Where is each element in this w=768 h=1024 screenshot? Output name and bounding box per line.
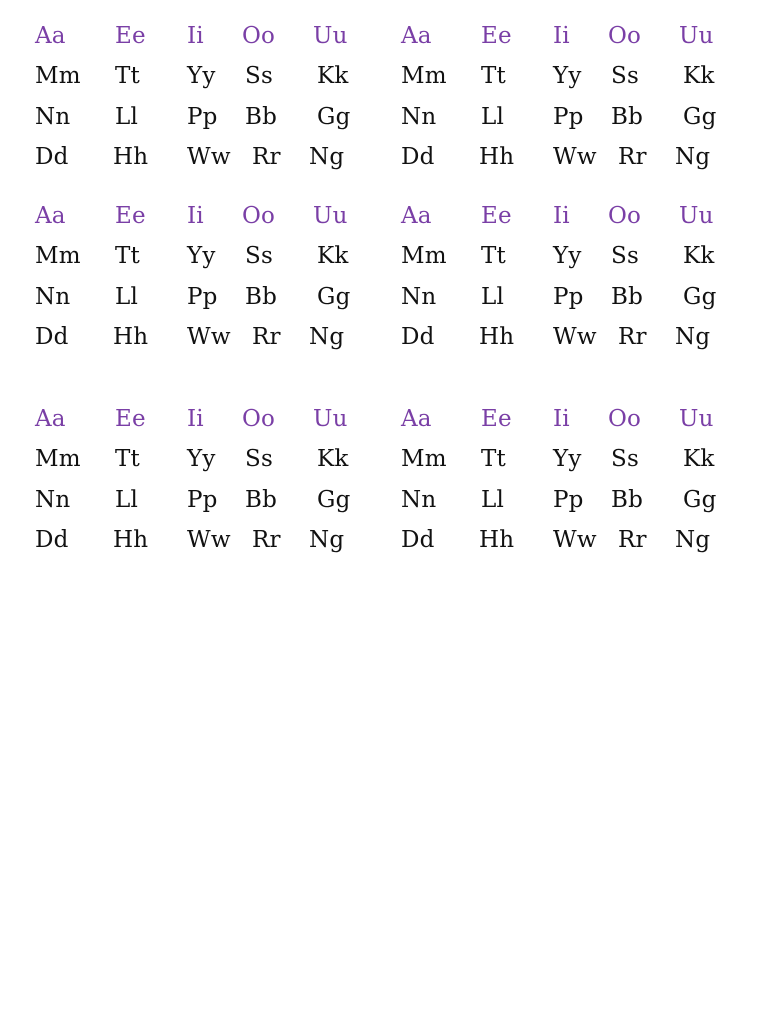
letter-cell: Ii	[553, 23, 570, 49]
letter-cell: Pp	[187, 104, 218, 130]
letter-cell: Ll	[481, 104, 505, 130]
consonant-row	[401, 317, 761, 357]
letter-cell: Ww	[187, 324, 231, 350]
letter-cell: Gg	[317, 487, 351, 513]
letter-cell: Aa	[401, 203, 432, 229]
letter-cell: Uu	[679, 23, 714, 49]
letter-cell: Oo	[608, 406, 642, 432]
letter-cell: Hh	[113, 144, 149, 170]
letter-cell: Dd	[35, 527, 69, 553]
consonant-row	[401, 277, 761, 317]
letter-cell: Ii	[553, 203, 570, 229]
letter-cell: Dd	[401, 527, 435, 553]
letter-cell: Ee	[481, 203, 512, 229]
consonant-row	[35, 56, 395, 96]
letter-cell: Ng	[309, 144, 345, 170]
letter-cell: Gg	[317, 104, 351, 130]
letter-cell: Ee	[115, 23, 146, 49]
letter-cell: Bb	[245, 487, 278, 513]
letter-cell: Ss	[245, 243, 273, 269]
letter-cell: Ee	[115, 203, 146, 229]
letter-cell: Pp	[187, 487, 218, 513]
letter-cell: Tt	[115, 63, 140, 89]
consonant-row	[35, 520, 395, 560]
letter-cell: Tt	[115, 446, 140, 472]
letter-cell: Ss	[245, 446, 273, 472]
letter-cell: Ii	[187, 203, 204, 229]
letter-cell: Kk	[683, 446, 715, 472]
consonant-row	[35, 137, 395, 177]
letter-chart-5	[35, 399, 395, 559]
letter-cell: Aa	[35, 203, 66, 229]
letter-cell: Rr	[618, 527, 647, 553]
letter-cell: Ee	[115, 406, 146, 432]
letter-cell: Aa	[401, 23, 432, 49]
consonant-row	[35, 236, 395, 276]
letter-cell: Bb	[245, 104, 278, 130]
consonant-row	[401, 137, 761, 177]
letter-cell: Dd	[401, 324, 435, 350]
letter-cell: Bb	[611, 104, 644, 130]
letter-cell: Gg	[317, 284, 351, 310]
letter-cell: Gg	[683, 284, 717, 310]
letter-cell: Hh	[113, 324, 149, 350]
letter-cell: Yy	[187, 446, 216, 472]
letter-cell: Uu	[679, 203, 714, 229]
letter-cell: Ee	[481, 23, 512, 49]
vowel-row	[35, 399, 395, 439]
letter-cell: Mm	[401, 243, 447, 269]
letter-cell: Ii	[187, 406, 204, 432]
consonant-row	[401, 236, 761, 276]
letter-cell: Ng	[309, 324, 345, 350]
letter-cell: Oo	[608, 23, 642, 49]
consonant-row	[35, 317, 395, 357]
letter-cell: Kk	[317, 63, 349, 89]
letter-cell: Dd	[35, 144, 69, 170]
letter-cell: Nn	[35, 104, 71, 130]
letter-cell: Ii	[553, 406, 570, 432]
letter-cell: Uu	[313, 23, 348, 49]
letter-chart-1	[35, 16, 395, 176]
letter-cell: Ss	[611, 243, 639, 269]
letter-cell: Ll	[115, 487, 139, 513]
letter-chart-6	[401, 399, 761, 559]
letter-cell: Oo	[608, 203, 642, 229]
letter-cell: Oo	[242, 203, 276, 229]
letter-cell: Nn	[401, 104, 437, 130]
vowel-row	[401, 399, 761, 439]
letter-cell: Uu	[679, 406, 714, 432]
letter-cell: Ee	[481, 406, 512, 432]
letter-cell: Nn	[35, 284, 71, 310]
letter-cell: Hh	[479, 144, 515, 170]
letter-cell: Pp	[553, 284, 584, 310]
letter-cell: Dd	[401, 144, 435, 170]
letter-cell: Rr	[252, 324, 281, 350]
letter-cell: Ll	[115, 284, 139, 310]
letter-cell: Kk	[317, 446, 349, 472]
consonant-row	[35, 277, 395, 317]
letter-cell: Uu	[313, 406, 348, 432]
letter-chart-3	[35, 196, 395, 356]
letter-cell: Oo	[242, 23, 276, 49]
consonant-row	[401, 520, 761, 560]
letter-cell: Pp	[553, 487, 584, 513]
letter-cell: Aa	[35, 23, 66, 49]
letter-cell: Mm	[35, 446, 81, 472]
letter-cell: Ll	[115, 104, 139, 130]
letter-cell: Tt	[481, 446, 506, 472]
letter-cell: Aa	[35, 406, 66, 432]
letter-cell: Mm	[35, 63, 81, 89]
letter-cell: Ll	[481, 487, 505, 513]
letter-cell: Tt	[481, 63, 506, 89]
letter-cell: Ll	[481, 284, 505, 310]
letter-cell: Gg	[683, 104, 717, 130]
letter-cell: Ss	[611, 63, 639, 89]
consonant-row	[35, 97, 395, 137]
letter-cell: Hh	[479, 527, 515, 553]
letter-cell: Kk	[317, 243, 349, 269]
vowel-row	[401, 16, 761, 56]
letter-cell: Hh	[113, 527, 149, 553]
letter-cell: Ng	[309, 527, 345, 553]
letter-cell: Aa	[401, 406, 432, 432]
letter-cell: Bb	[611, 284, 644, 310]
letter-cell: Ss	[245, 63, 273, 89]
letter-chart-4	[401, 196, 761, 356]
consonant-row	[401, 439, 761, 479]
letter-cell: Pp	[553, 104, 584, 130]
letter-cell: Mm	[401, 63, 447, 89]
letter-cell: Kk	[683, 243, 715, 269]
letter-cell: Ii	[187, 23, 204, 49]
letter-cell: Oo	[242, 406, 276, 432]
letter-cell: Ww	[553, 324, 597, 350]
letter-cell: Rr	[252, 527, 281, 553]
letter-cell: Bb	[611, 487, 644, 513]
letter-cell: Yy	[553, 243, 582, 269]
letter-cell: Hh	[479, 324, 515, 350]
letter-cell: Mm	[401, 446, 447, 472]
letter-cell: Gg	[683, 487, 717, 513]
letter-chart-2	[401, 16, 761, 176]
letter-cell: Ng	[675, 324, 711, 350]
consonant-row	[401, 480, 761, 520]
letter-cell: Dd	[35, 324, 69, 350]
letter-cell: Tt	[481, 243, 506, 269]
letter-cell: Ng	[675, 144, 711, 170]
letter-cell: Rr	[618, 324, 647, 350]
letter-cell: Ww	[187, 527, 231, 553]
consonant-row	[35, 439, 395, 479]
letter-cell: Yy	[187, 243, 216, 269]
letter-cell: Ss	[611, 446, 639, 472]
letter-cell: Kk	[683, 63, 715, 89]
letter-cell: Yy	[187, 63, 216, 89]
letter-cell: Rr	[618, 144, 647, 170]
letter-cell: Yy	[553, 446, 582, 472]
consonant-row	[401, 56, 761, 96]
vowel-row	[35, 16, 395, 56]
consonant-row	[35, 480, 395, 520]
letter-cell: Nn	[401, 487, 437, 513]
letter-cell: Nn	[401, 284, 437, 310]
letter-cell: Pp	[187, 284, 218, 310]
consonant-row	[401, 97, 761, 137]
letter-cell: Tt	[115, 243, 140, 269]
letter-cell: Bb	[245, 284, 278, 310]
vowel-row	[35, 196, 395, 236]
letter-cell: Uu	[313, 203, 348, 229]
vowel-row	[401, 196, 761, 236]
letter-cell: Ww	[553, 144, 597, 170]
letter-cell: Ww	[553, 527, 597, 553]
letter-cell: Nn	[35, 487, 71, 513]
letter-cell: Ww	[187, 144, 231, 170]
letter-cell: Mm	[35, 243, 81, 269]
letter-cell: Ng	[675, 527, 711, 553]
letter-cell: Rr	[252, 144, 281, 170]
letter-cell: Yy	[553, 63, 582, 89]
